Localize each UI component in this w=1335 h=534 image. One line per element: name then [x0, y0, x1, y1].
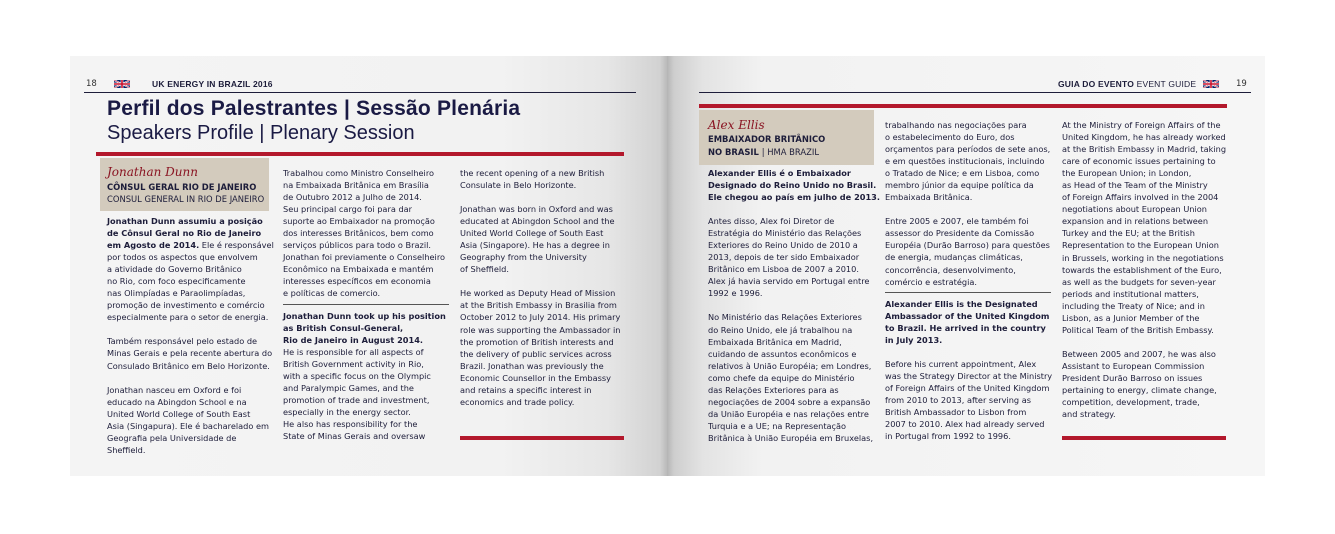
uk-flag-icon: [1195, 80, 1227, 88]
text-column-1: [708, 167, 880, 444]
running-header: [1058, 79, 1196, 89]
paragraph: At the Ministry of Foreign Affairs of the United Kingdom, he has already worked at the British Embassy in Madrid, taking care of economic issues pertaining to the European Union; in London, as Head of the Team of the Ministry of Foreign Affairs involved in the 2004 negotiations about European Union expansion and in relations between Turkey and the EU; at the British Representation to the European Union in Brussels, working in the negotiations towards the establishment of the Euro, as well as the budgets for seven-year periods and institutional matters, including the Treaty of Nice; and in Lisbon, as a Junior Member of the Political Team of the British Embassy.: [1062, 120, 1227, 335]
lead-text: Alexander Ellis is the Designated Ambassador of the United Kingdom to Brazil. He arrived in the country in July 2013.: [885, 298, 1050, 345]
text-column-1: [107, 215, 277, 456]
speaker-name: Jonathan Dunn: [107, 165, 198, 179]
paragraph: He worked as Deputy Head of Mission at the British Embassy in Brasilia from October 2012 to July 2014. His primary role was supporting the Ambassador in the promotion of British interests and the delivery of public services across Brazil. Jonathan was previously the Economic Counsellor in the Embassy and retains a specific interest in economics and trade policy.: [460, 288, 621, 407]
gutter-shadow: [660, 56, 674, 476]
paragraph: No Ministério das Relações Exteriores do Reino Unido, ele já trabalhou na Embaixada Britânica em Madrid, cuidando de assuntos econômicos e relativos à União Européia; em Londres, como chefe da equipe do Ministério das Relações Exteriores para as negociações de 2004 sobre a expansão da União Européia e nas relações entre Turquia e a UE; na Representação Britânica à União Européia em Bruxelas,: [708, 312, 874, 443]
speaker-role-pt: EMBAIXADOR BRITÂNICO: [708, 134, 826, 144]
paragraph: [107, 215, 277, 323]
body-text: He is responsible for all aspects of British Government activity in Rio, with a specific focus on the Olympic and Paralympic Games, and the promotion of trade and investment, especially in the energy sector. He also has responsibility for the State of Minas Gerais and oversaw: [283, 346, 431, 441]
uk-flag-icon: [106, 80, 138, 88]
paragraph: [283, 310, 451, 443]
accent-bar-bottom: [1062, 436, 1226, 440]
paragraph: Jonathan nasceu em Oxford e foi educado na Abingdon School e na United World College of South East Asia (Singapura). Ele é bacharelado em Geografia pela Universidade de Sheffield.: [107, 384, 269, 455]
speaker-role-pt: CÔNSUL GERAL RIO DE JANEIRO: [107, 182, 257, 192]
paragraph: the recent opening of a new British Consulate in Belo Horizonte.: [460, 168, 605, 191]
brochure-spread: [70, 56, 1265, 476]
accent-bar: [699, 104, 1227, 108]
header-light: EVENT GUIDE: [1136, 79, 1197, 89]
header-bold: GUIA DO EVENTO: [1058, 79, 1135, 89]
lead-text: Jonathan Dunn assumiu a posição de Cônsul Geral no Rio de Janeiro em Agosto de 2014.: [107, 216, 263, 251]
accent-bar-bottom: [460, 436, 624, 440]
speaker-name: Alex Ellis: [708, 118, 765, 132]
lead-text: Jonathan Dunn took up his position as British Consul-General, Rio de Janeiro in August 2014.: [283, 310, 446, 345]
paragraph: Entre 2005 e 2007, ele também foi assessor do Presidente da Comissão Européia (Durão Barroso) para questões de energia, mudanças climáticas, concorrência, desenvolvimento, comércio e estratégia.: [885, 216, 1050, 287]
body-text: Ele é responsável por todos os aspectos que envolvem a atividade do Governo Britânico no Rio, com foco especificamente nas Olimpíadas e Paraolimpíadas, promoção de investimento e comércio especialmente para o setor de energia.: [107, 240, 274, 323]
paragraph: Between 2005 and 2007, he was also Assistant to European Commission President Durão Barroso on issues pertaining to energy, climate change, competition, development, trade, and strategy.: [1062, 348, 1217, 420]
left-page: [70, 56, 667, 476]
text-column-3: [460, 167, 630, 408]
role-en: | HMA BRAZIL: [761, 147, 819, 157]
paragraph: Jonathan was born in Oxford and was educated at Abingdon School and the United World College of South East Asia (Singapore). He has a degree in Geography from the University of Sheffield.: [460, 204, 615, 275]
text-column-3: [1062, 119, 1234, 420]
page-title-en: Speakers Profile | Plenary Session: [107, 122, 415, 144]
header-rule: [699, 92, 1251, 93]
page-title-pt: Perfil dos Palestrantes | Sessão Plenária: [107, 97, 521, 120]
right-page: [667, 56, 1265, 476]
paragraph: Também responsável pelo estado de Minas Gerais e pela recente abertura do Consulado Britânico em Belo Horizonte.: [107, 336, 273, 371]
speaker-name-box: [699, 110, 874, 165]
paragraph: Trabalhou como Ministro Conselheiro na Embaixada Britânica em Brasília de Outubro 2012 a Julho de 2014. Seu principal cargo foi para dar suporte ao Embaixador na promoção dos interesses Britânicos, bem como serviços públicos para todo o Brazil. Jonathan foi previamente o Conselheiro Econômico na Embaixada e mantém interesses específicos em economia e políticas de comercio.: [283, 168, 446, 299]
role-country: NO BRASIL: [708, 147, 759, 157]
page-number: 19: [1236, 79, 1247, 89]
speaker-role-line2: [708, 146, 819, 158]
divider: [885, 292, 1051, 293]
speaker-role-en: CONSUL GENERAL IN RIO DE JANEIRO: [107, 194, 265, 204]
running-header: UK ENERGY IN BRAZIL 2016: [152, 79, 273, 89]
paragraph: trabalhando nas negociações para o estabelecimento do Euro, dos orçamentos para períodos de sete anos, e em questões institucionais, incluindo o Tratado de Nice; e em Lisboa, como membro júnior da equipe política da Embaixada Britânica.: [885, 120, 1051, 203]
lead-text: Alexander Ellis é o Embaixador Designado do Reino Unido no Brasil. Ele chegou ao país em julho de 2013.: [708, 168, 880, 203]
paragraph: Antes disso, Alex foi Diretor de Estratégia do Ministério das Relações Exteriores do Reino Unido de 2010 a 2013, depois de ter sido Embaixador Britânico em Lisboa de 2007 a 2010. Alex já havia servido em Portugal entre 1992 e 1996.: [708, 216, 870, 299]
header-rule: [84, 92, 636, 93]
divider: [283, 304, 449, 305]
accent-bar: [96, 152, 624, 156]
speaker-name-box: [100, 158, 269, 211]
text-column-2: [885, 119, 1055, 442]
paragraph: Before his current appointment, Alex was the Strategy Director at the Ministry of Foreign Affairs of the United Kingdom from 2010 to 2013, after serving as British Ambassador to Lisbon from 2007 to 2010. Alex had already served in Portugal from 1992 to 1996.: [885, 358, 1053, 442]
text-column-2: [283, 167, 451, 442]
page-number: 18: [86, 79, 97, 89]
